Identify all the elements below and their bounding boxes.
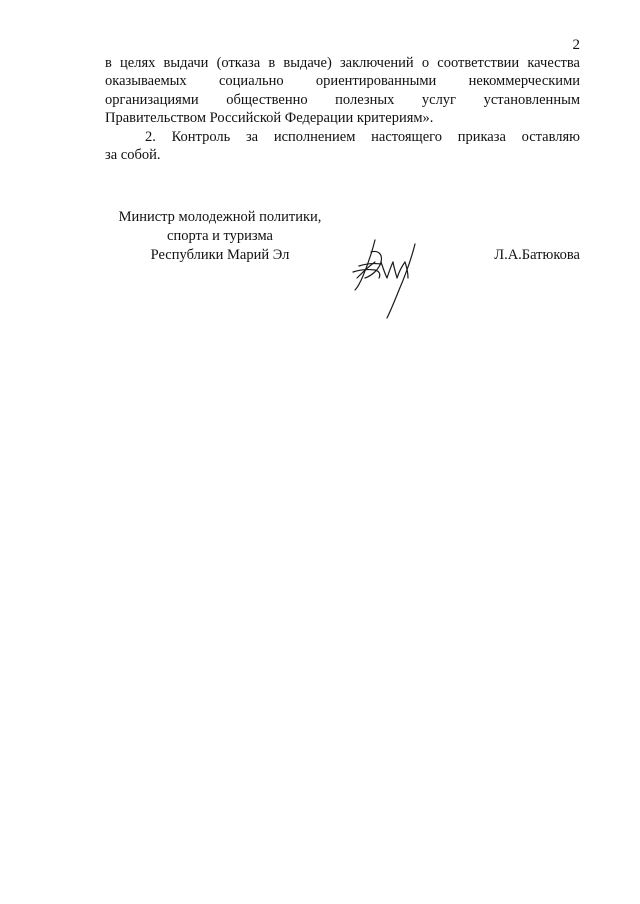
document-body xyxy=(105,54,580,164)
paragraph-line: за собой. xyxy=(105,147,161,164)
handwritten-signature xyxy=(345,232,430,322)
position-line: спорта и туризма xyxy=(167,227,273,244)
signatory-position xyxy=(100,208,340,264)
paragraph-control xyxy=(105,128,580,165)
position-line: Республики Марий Эл xyxy=(150,246,290,263)
paragraph-criteria xyxy=(105,54,580,128)
position-line: Министр молодежной политики, xyxy=(118,209,322,225)
paragraph-line: 2. Контроль за исполнением настоящего приказа оставляю xyxy=(145,128,580,145)
page-number: 2 xyxy=(572,37,580,53)
paragraph-line: оказываемых социально ориентированными некоммерческими xyxy=(105,73,580,90)
signer-name: Л.А.Батюкова xyxy=(494,247,580,263)
paragraph-line: в целях выдачи (отказа в выдаче) заключений о соответствии качества xyxy=(105,55,580,71)
paragraph-line: Правительством Российской Федерации критериям». xyxy=(105,110,434,127)
paragraph-line: организациями общественно полезных услуг установленным xyxy=(105,91,580,108)
